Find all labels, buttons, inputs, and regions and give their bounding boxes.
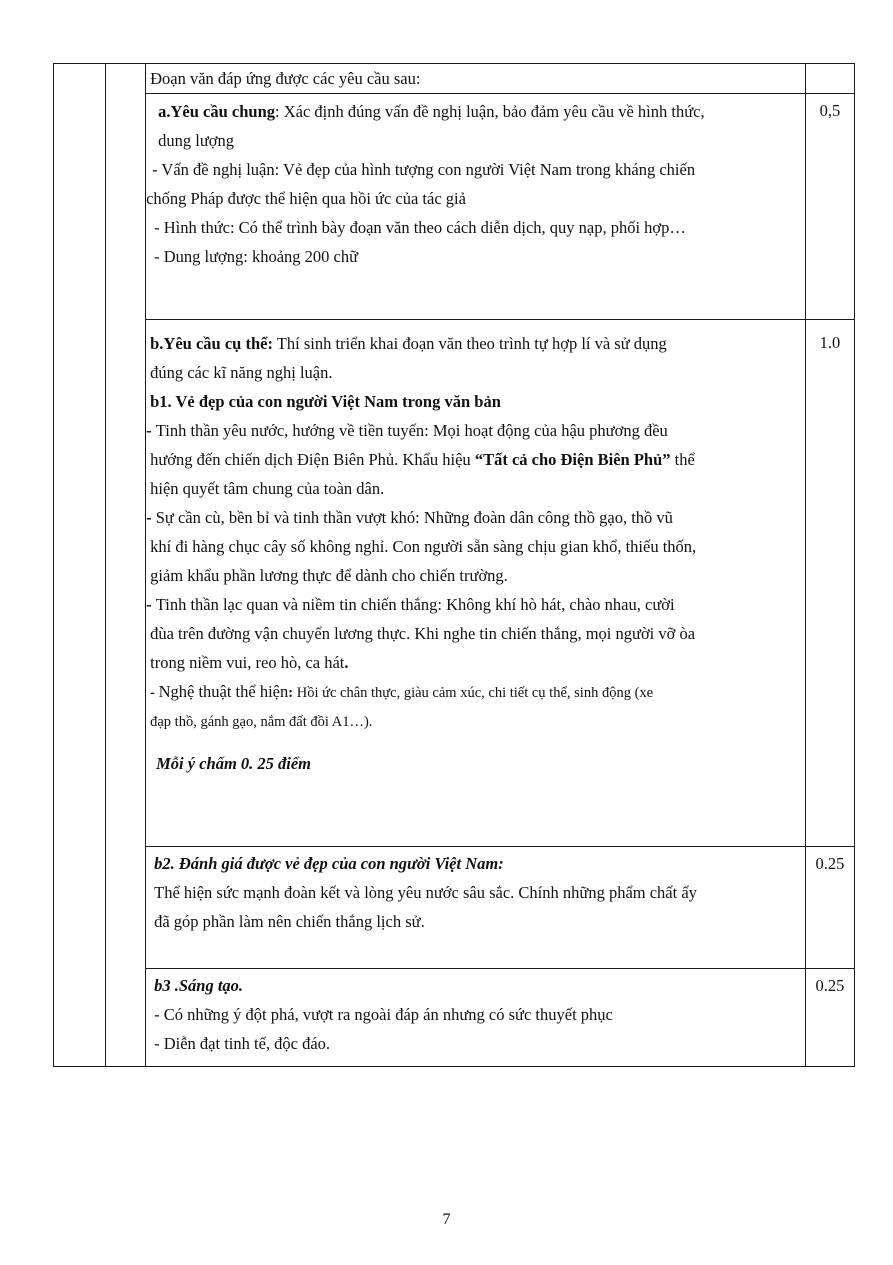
section-a-score: 0,5 [819, 101, 841, 120]
intro-text: Đoạn văn đáp ứng được các yêu cầu sau: [150, 69, 421, 88]
section-b-line2: đúng các kĩ năng nghị luận. [150, 363, 333, 382]
section-a-cell [146, 94, 806, 320]
b3-line1: - Có những ý đột phá, vượt ra ngoài đáp án nhưng có sức thuyết phục [154, 1005, 613, 1024]
section-b3-score: 0.25 [815, 976, 845, 995]
section-b3-cell [146, 969, 806, 1067]
section-a-heading-rest: : Xác định đúng vấn đề nghị luận, bảo đảm yêu cầu về hình thức, [275, 102, 705, 121]
b1-point1-c: thể [670, 450, 695, 469]
b1-point3-dot: . [344, 653, 349, 672]
section-b2-row [54, 847, 855, 969]
b2-heading: b2. Đánh giá được vẻ đẹp của con người Việt Nam: [154, 854, 504, 873]
section-b3-row [54, 969, 855, 1067]
section-a-form: - Hình thức: Có thể trình bày đoạn văn theo cách diễn dịch, quy nạp, phối hợp… [154, 218, 686, 237]
b1-point4-b: đạp thồ, gánh gạo, nắm đất đồi A1…). [150, 714, 373, 730]
section-b-score: 1.0 [819, 333, 841, 352]
b1-point1-d: hiện quyết tâm chung của toàn dân. [150, 479, 385, 498]
b1-point2-a: Sự cần cù, bền bỉ và tinh thần vượt khó: Những đoàn dân công thồ gạo, thồ vũ [155, 508, 673, 527]
column-part [54, 64, 106, 1067]
section-b-heading-rest: Thí sinh triển khai đoạn văn theo trình tự hợp lí và sử dụng [272, 334, 667, 353]
b1-title: b1. Vẻ đẹp của con người Việt Nam trong văn bản [150, 392, 501, 411]
b1-point3-b: đùa trên đường vận chuyển lương thực. Khi nghe tin chiến thắng, mọi người vỡ òa [150, 624, 696, 643]
b3-heading: b3 .Sáng tạo. [154, 976, 244, 995]
b1-point3-c: trong niềm vui, reo hò, ca hát [150, 653, 345, 672]
b1-slogan: “Tất cả cho Điện Biên Phủ” [474, 450, 671, 469]
section-b3-score-cell [805, 969, 854, 1067]
b1-point3-dash: - [146, 595, 156, 614]
b1-point2-c: giảm khẩu phần lương thực để dành cho chiến trường. [150, 566, 508, 585]
b1-point3-a: Tinh thần lạc quan và niềm tin chiến thắng: Không khí hò hát, chào nhau, cười [155, 595, 675, 614]
section-a-length: - Dung lượng: khoảng 200 chữ [154, 247, 359, 266]
b3-line2: - Diễn đạt tinh tế, độc đáo. [154, 1034, 331, 1053]
section-b-cell [146, 320, 806, 847]
intro-cell [146, 64, 806, 94]
section-a-heading: a.Yêu cầu chung [158, 102, 276, 121]
section-a-issue-cont: chống Pháp được thể hiện qua hồi ức của tác giả [146, 189, 466, 208]
page-number: 7 [442, 1211, 451, 1228]
section-a-line2: dung lượng [158, 131, 234, 150]
b1-point4-a: Hồi ức chân thực, giàu cảm xúc, chi tiết cụ thể, sinh động (xe [293, 685, 654, 701]
b1-point1-a: Tinh thần yêu nước, hướng về tiền tuyến: Mọi hoạt động của hậu phương đều [155, 421, 668, 440]
section-b-row [54, 320, 855, 847]
section-b-score-cell [805, 320, 854, 847]
section-b-heading: b.Yêu cầu cụ thể: [150, 334, 273, 353]
section-b2-score-cell [805, 847, 854, 969]
column-question [106, 64, 146, 1067]
b1-scoring-note: Mỗi ý chấm 0. 25 điểm [156, 754, 312, 773]
section-a-issue: - Vấn đề nghị luận: Vẻ đẹp của hình tượng con người Việt Nam trong kháng chiến [152, 160, 696, 179]
b1-point4-colon: : [288, 685, 294, 701]
intro-score-cell [805, 64, 854, 94]
b1-point2-dash: - [146, 508, 156, 527]
intro-row [54, 64, 855, 94]
b2-line2: đã góp phần làm nên chiến thắng lịch sử. [154, 912, 425, 931]
section-b2-cell [146, 847, 806, 969]
b1-point1-b: hướng đến chiến dịch Điện Biên Phủ. Khẩu hiệu [150, 450, 475, 469]
section-b2-score: 0.25 [815, 854, 845, 873]
section-a-score-cell [805, 94, 854, 320]
b1-point4-dash: - [150, 685, 159, 701]
b2-line1: Thể hiện sức mạnh đoàn kết và lòng yêu nước sâu sắc. Chính những phẩm chất ấy [154, 883, 697, 902]
b1-point2-b: khí đi hàng chục cây số không nghỉ. Con người sẵn sàng chịu gian khổ, thiếu thốn, [150, 537, 697, 556]
grading-table [53, 63, 855, 1067]
section-a-row [54, 94, 855, 320]
b1-point1-dash: - [146, 421, 156, 440]
b1-point4-label: Nghệ thuật thể hiện [158, 682, 289, 701]
